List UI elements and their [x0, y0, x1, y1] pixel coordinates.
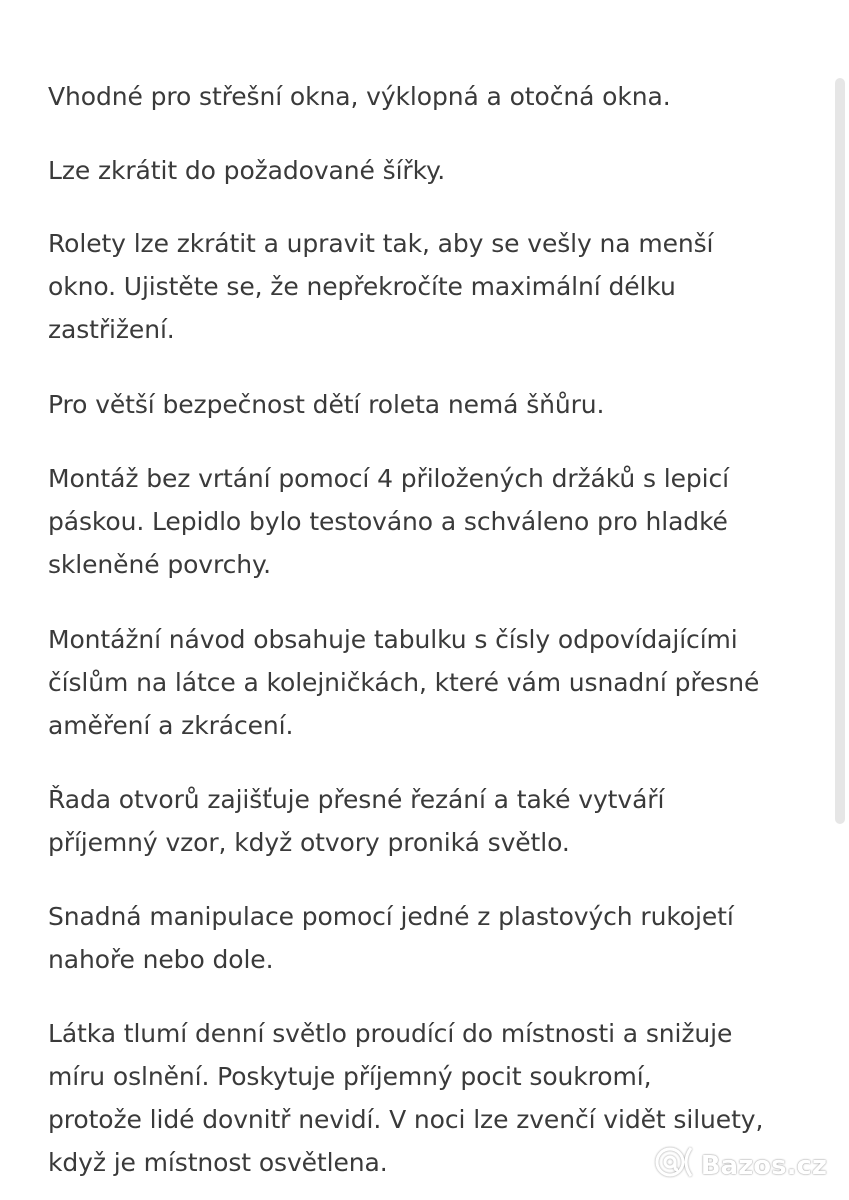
paragraph: Montáž bez vrtání pomocí 4 přiložených držáků s lepicí páskou. Lepidlo bylo testováno a schváleno pro hladké skleněné povrchy.: [48, 464, 729, 579]
paragraph: Lze zkrátit do požadované šířky.: [48, 156, 446, 185]
watermark: [653, 1145, 827, 1186]
scrollbar-thumb[interactable]: [835, 78, 845, 824]
scrollbar[interactable]: [833, 0, 849, 1200]
paragraph: Rolety lze zkrátit a upravit tak, aby se vešly na menší okno. Ujistěte se, že nepřekročíte maximální délku zastřižení.: [48, 229, 714, 344]
bazos-logo-icon: [653, 1145, 697, 1186]
watermark-text: Bazos.cz: [700, 1150, 827, 1181]
paragraph: Snadná manipulace pomocí jedné z plastových rukojetí nahoře nebo dole.: [48, 902, 734, 974]
paragraph: Řada otvorů zajišťuje přesné řezání a také vytváří příjemný vzor, když otvory proniká světlo.: [48, 785, 665, 857]
paragraph: Montážní návod obsahuje tabulku s čísly odpovídajícími číslům na látce a kolejničkách, které vám usnadní přesné aměření a zkrácení.: [48, 625, 760, 740]
paragraph: Vhodné pro střešní okna, výklopná a otočná okna.: [48, 82, 671, 111]
paragraph: Látka tlumí denní světlo proudící do místnosti a snižuje míru oslnění. Poskytuje příjemný pocit soukromí, protože lidé dovnitř nevidí. V noci lze zvenčí vidět siluety, když je místnost osvětlena.: [48, 1019, 764, 1177]
paragraph: Pro větší bezpečnost dětí roleta nemá šňůru.: [48, 390, 605, 419]
